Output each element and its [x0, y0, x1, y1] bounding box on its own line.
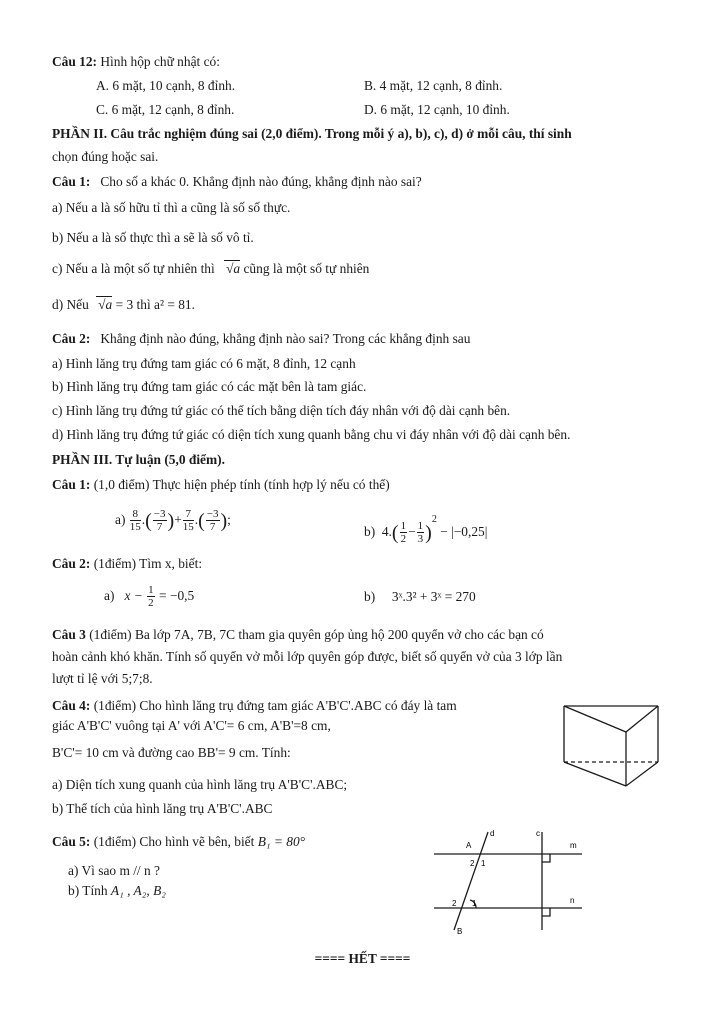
- part3-c1-expr-a: a) $\frac{8}{15}$ .( $\frac{-3}{7}$ )+ $\frac{7}{15}$ .( $\frac{-3}{7}$ );: [115, 508, 231, 534]
- fraction-1-3: $\frac{1}{3}$: [417, 520, 424, 546]
- part2-c2-line: [52, 330, 470, 347]
- part3-c1-head: Câu 1:: [52, 477, 91, 492]
- part3-c5-b: [68, 882, 166, 899]
- sqrt-a-radicand: a: [233, 261, 241, 276]
- part3-c3-head: Câu 3: [52, 627, 86, 642]
- part2-c2-b: b) Hình lăng trụ đứng tam giác có các mặt bên là tam giác.: [52, 379, 367, 394]
- expr-b-4: 4.: [381, 524, 392, 539]
- q12-head: Câu 12:: [52, 54, 98, 69]
- c2-b-expr: 3ˣ.3² + 3ˣ = 270: [391, 589, 476, 604]
- c2-a-label: a): [104, 588, 115, 603]
- part2-heading: [52, 125, 572, 142]
- part2-c2-head: Câu 2:: [52, 331, 91, 346]
- part2-title: PHẦN II. Câu trắc nghiệm đúng sai (2,0 điểm).: [52, 126, 322, 141]
- c2-a-x: x −: [124, 588, 143, 603]
- expr-a-label: a): [115, 512, 126, 527]
- q12-line: [52, 53, 220, 70]
- sqrt-a-radicand-d: a: [105, 297, 113, 312]
- part3-c3-text1: (1điểm) Ba lớp 7A, 7B, 7C tham gia quyên góp ủng hộ 200 quyển vở cho các bạn có: [89, 627, 544, 642]
- part2-c1-c-text2: cũng là một số tự nhiên: [243, 261, 370, 276]
- part3-c2-text: (1điểm) Tìm x, biết:: [93, 556, 203, 571]
- fraction-1-2: $\frac{1}{2}$: [400, 520, 407, 546]
- label-d: d: [490, 829, 495, 838]
- part2-c1-d-text1: d) Nếu: [52, 297, 89, 312]
- part2-title-line2: chọn đúng hoặc sai.: [52, 149, 159, 164]
- fraction-1-2-c2: $\frac{1}{2}$: [148, 584, 154, 610]
- c2-a-rhs: = −0,5: [159, 588, 195, 603]
- part2-c1-a: a) Nếu a là số hữu tỉ thì a cũng là số số thực.: [52, 200, 291, 215]
- q12-option-a: A. 6 mặt, 10 cạnh, 8 đỉnh.: [96, 78, 236, 93]
- part3-title: PHẦN III. Tự luận (5,0 điểm).: [52, 452, 225, 467]
- part3-c3-line2: hoàn cảnh khó khăn. Tính số quyển vở mỗi lớp quyên góp được, biết số quyển vở của 3 lớp lần: [52, 649, 563, 664]
- part2-title-rest: Trong mỗi ý a), b), c), d) ở mỗi câu, thí sinh: [321, 126, 572, 141]
- part2-c1-c-text1: c) Nếu a là một số tự nhiên thì: [52, 261, 215, 276]
- expr-b-end: − |−0,25|: [440, 524, 488, 539]
- angle-b1-given: B₁ = 80°: [257, 834, 306, 849]
- fraction-8-15: $\frac{8}{15}$: [129, 508, 141, 534]
- part2-c1-d: [52, 296, 195, 313]
- part3-c4-line3: B'C'= 10 cm và đường cao BB'= 9 cm. Tính:: [52, 745, 291, 760]
- q12-option-c: C. 6 mặt, 12 cạnh, 8 đỉnh.: [96, 102, 235, 117]
- part2-c1-b: b) Nếu a là số thực thì a sẽ là số vô tỉ.: [52, 230, 254, 245]
- part2-c1-d-text2: = 3 thì a² = 81.: [115, 297, 195, 312]
- part2-c2-c: c) Hình lăng trụ đứng tứ giác có thể tích bằng diện tích đáy nhân với độ dài cạnh bên.: [52, 403, 511, 418]
- part3-c2-expr-a: [104, 584, 194, 609]
- q12-text: Hình hộp chữ nhật có:: [100, 54, 220, 69]
- part3-c5-a: a) Vì sao m // n ?: [68, 863, 160, 878]
- part3-c2-expr-b: [364, 588, 476, 605]
- prism-figure: [556, 696, 676, 792]
- part3-c4-head: Câu 4:: [52, 698, 91, 713]
- label-A: A: [466, 841, 472, 850]
- parallel-lines-figure: [430, 826, 590, 938]
- part3-c2-head: Câu 2:: [52, 556, 91, 571]
- label-A2: 2: [470, 859, 475, 868]
- part3-c1-text: (1,0 điểm) Thực hiện phép tính (tính hợp lý nếu có thể): [93, 477, 390, 492]
- part3-c4-text1: (1điểm) Cho hình lăng trụ đứng tam giác A'B'C'.ABC có đáy là tam: [93, 698, 457, 713]
- part3-c4-b: b) Thể tích của hình lăng trụ A'B'C'.ABC: [52, 801, 273, 816]
- expr-b-label: b): [364, 524, 376, 539]
- part2-c1-text: Cho số a khác 0. Khẳng định nào đúng, khẳng định nào sai?: [100, 174, 422, 189]
- sqrt-a-expr: √a: [226, 261, 241, 276]
- part2-c2-d: d) Hình lăng trụ đứng tứ giác có diện tích xung quanh bằng chu vi đáy nhân với độ dài cạnh bên.: [52, 427, 571, 442]
- part3-c3-line1: [52, 626, 544, 643]
- expr-a-end: ;: [227, 512, 231, 527]
- part2-c2-a: a) Hình lăng trụ đứng tam giác có 6 mặt, 8 đỉnh, 12 cạnh: [52, 356, 356, 371]
- part3-c4-line1: [52, 697, 457, 714]
- part3-c5-head: Câu 5:: [52, 834, 91, 849]
- part3-c2-line: [52, 555, 202, 572]
- part3-c5-text: (1điểm) Cho hình vẽ bên, biết: [93, 834, 255, 849]
- label-B: B: [457, 927, 463, 936]
- expr-b-exponent: 2: [431, 514, 437, 525]
- label-n: n: [570, 896, 575, 905]
- label-m: m: [570, 841, 577, 850]
- fraction-7-15: $\frac{7}{15}$: [182, 508, 194, 534]
- label-B2: 2: [452, 899, 457, 908]
- c2-b-label: b): [364, 589, 376, 604]
- label-A1: 1: [481, 859, 486, 868]
- part3-c4-a: a) Diện tích xung quanh của hình lăng trụ A'B'C'.ABC;: [52, 777, 348, 792]
- fraction-m3-7b: $\frac{-3}{7}$: [206, 508, 219, 534]
- part3-c4-line2: giác A'B'C' vuông tại A' với A'C'= 6 cm, A'B'=8 cm,: [52, 718, 331, 733]
- part3-c1-line: [52, 476, 390, 493]
- fraction-m3-7: $\frac{-3}{7}$: [153, 508, 166, 534]
- q12-option-b: B. 4 mặt, 12 cạnh, 8 đỉnh.: [364, 78, 503, 93]
- label-B1: 1: [472, 899, 477, 908]
- part2-c1-head: Câu 1:: [52, 174, 91, 189]
- part2-c1-c: [52, 260, 369, 277]
- part3-c5-b-text: b) Tính: [68, 883, 108, 898]
- part2-c1-line: [52, 173, 422, 190]
- label-c: c: [536, 829, 540, 838]
- part3-c3-line3: lượt tỉ lệ với 5;7;8.: [52, 671, 153, 686]
- q12-option-d: D. 6 mặt, 12 cạnh, 10 đỉnh.: [364, 102, 510, 117]
- footer-end: ==== HẾT ====: [314, 951, 411, 966]
- part3-c5-line: [52, 833, 305, 850]
- part3-c5-b-angles: A₁ , A₂, B₂: [110, 883, 166, 898]
- part2-c2-text: Khẳng định nào đúng, khẳng định nào sai? Trong các khẳng định sau: [100, 331, 471, 346]
- sqrt-a-expr-d: √a: [98, 297, 113, 312]
- part3-c1-expr-b: b) 4.( $\frac{1}{2}$ − $\frac{1}{3}$ )$^2$ − |−0,25|: [364, 514, 488, 546]
